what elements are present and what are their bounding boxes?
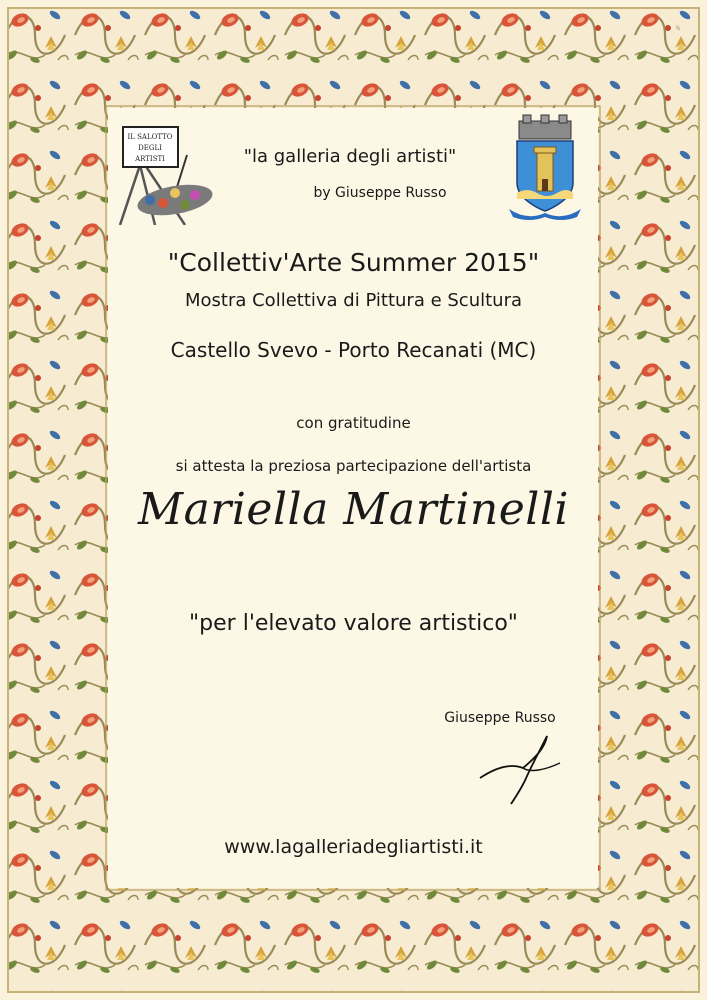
event-title: "Collettiv'Arte Summer 2015" (167, 248, 540, 277)
easel-palette-icon (115, 125, 215, 225)
artist-name: Mariella Martinelli (138, 484, 569, 535)
signer-name: Giuseppe Russo (444, 710, 556, 726)
svg-text:ARTISTI: ARTISTI (135, 155, 165, 163)
gallery-author: by Giuseppe Russo (313, 185, 447, 201)
watermark-signature: ✎ (674, 24, 681, 33)
event-location: Castello Svevo - Porto Recanati (MC) (170, 338, 537, 362)
town-crest-icon (505, 113, 585, 223)
gallery-name: "la galleria degli artisti" (243, 146, 457, 167)
attestation-text: si attesta la preziosa partecipazione dell'artista (175, 457, 532, 475)
motivation-text: "per l'elevato valore artistico" (189, 611, 518, 636)
website-link[interactable]: www.lagalleriadegliartisti.it (224, 836, 483, 858)
signature-icon (475, 728, 565, 808)
gratitude-text: con gratitudine (296, 414, 411, 432)
svg-text:DEGLI: DEGLI (138, 144, 162, 152)
svg-text:IL SALOTTO: IL SALOTTO (127, 133, 173, 141)
event-subtitle: Mostra Collettiva di Pittura e Scultura (184, 290, 523, 311)
